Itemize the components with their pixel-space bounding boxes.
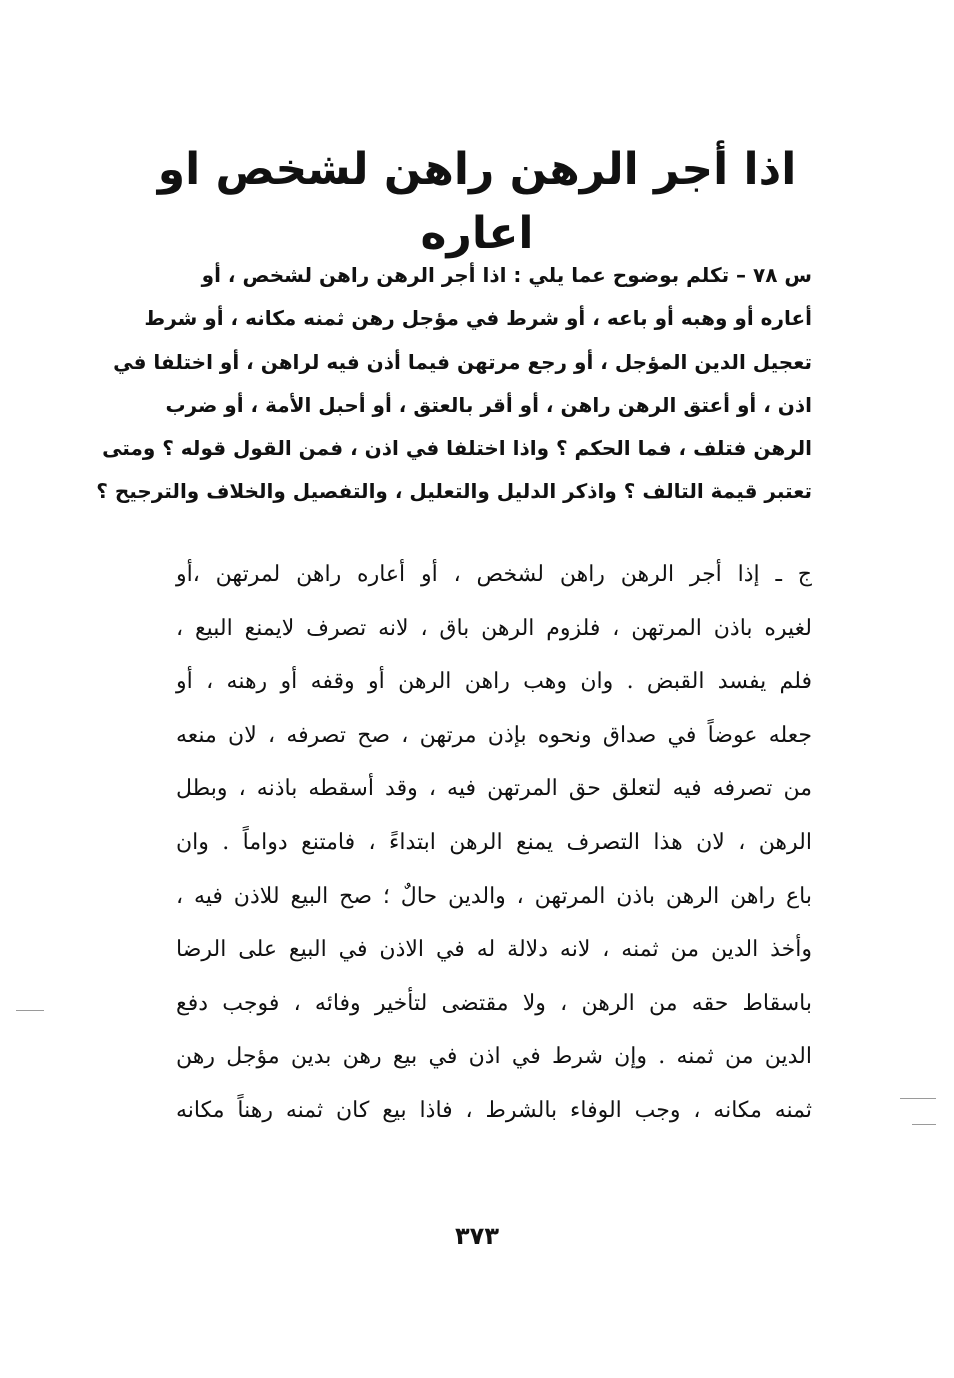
- scan-margin-mark: [900, 1098, 936, 1099]
- answer-line: الدين من ثمنه . وإن شرط في اذن في بيع رهن بدين مؤجل رهن: [176, 1044, 812, 1070]
- scan-margin-mark: [912, 1124, 936, 1125]
- scan-margin-mark: [16, 1010, 44, 1011]
- question-line: الرهن فتلف ، فما الحكم ؟ واذا اختلفا في اذن ، فمن القول قوله ؟ ومتى: [102, 436, 812, 461]
- answer-line: من تصرفه فيه لتعلق حق المرتهن فيه ، وقد أسقطه باذنه ، وبطل: [176, 776, 812, 802]
- answer-line: باع راهن الرهن باذن المرتهن ، والدين حالٌ ؛ صح البيع للاذن فيه ،: [176, 883, 812, 909]
- answer-line: وأخذ الدين من ثمنه ، لانه دلالة له في الاذن في البيع على الرضا: [176, 937, 812, 963]
- page-number: ٣٧٣: [455, 1222, 499, 1250]
- question-line: س ٧٨ – تكلم بوضوح عما يلي : اذا أجر الرهن راهن لشخص ، أو: [201, 263, 812, 287]
- question-line: تعتبر قيمة التالف ؟ واذكر الدليل والتعليل ، والتفصيل والخلاف والترجيح ؟: [96, 479, 812, 504]
- answer-paragraph: [176, 548, 812, 1138]
- question-line: اذن ، أو أعتق الرهن راهن ، أو أقر بالعتق ، أو أحبل الأمة ، أو ضرب: [165, 392, 812, 417]
- answer-line: ثمنه مكانه ، وجب الوفاء بالشرط ، فاذا بيع كان ثمنه رهناً مكانه: [176, 1097, 812, 1123]
- question-line: تعجيل الدين المؤجل ، أو رجع مرتهن فيما أذن فيه لراهن ، أو اختلفا في: [113, 349, 812, 374]
- answer-line: باسقاط حقه من الرهن ، ولا مقتضى لتأخير وفائه ، فوجب دفع: [176, 990, 812, 1016]
- answer-line: الرهن ، لان هذا التصرف يمنع الرهن ابتداءً ، فامتنع دواماً . وان: [176, 829, 812, 855]
- page-title: اذا أجر الرهن راهن لشخص او اعاره: [157, 144, 797, 259]
- answer-line: ج ـ إذا أجر الرهن راهن لشخص ، أو أعاره راهن لمرتهن ،أو: [176, 562, 812, 587]
- question-line: أعاره أو وهبه أو باعه ، أو شرط في مؤجل رهن ثمنه مكانه ، أو شرط: [144, 306, 812, 331]
- answer-line: لغيره باذن المرتهن ، فلزوم الرهن باق ، لانه تصرف لايمنع البيع ،: [176, 615, 812, 641]
- answer-line: جعله عوضاً في صداق ونحوه بإذن مرتهن ، صح تصرفه ، لان منعه: [176, 722, 812, 748]
- answer-line: فلم يفسد القبض . وان وهب راهن الرهن أو وقفه أو رهنه ، أو: [176, 669, 812, 695]
- question-paragraph: [96, 254, 812, 514]
